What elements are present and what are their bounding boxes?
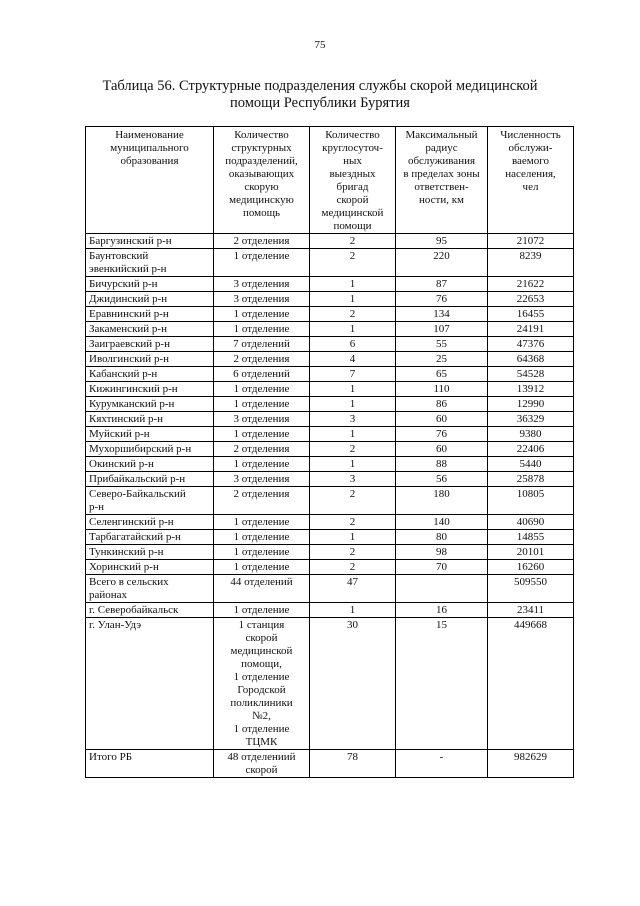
cell-municipality [86,472,214,487]
table-row [86,442,574,457]
cell-line: 1 отделение [233,398,290,410]
cell-population: 47376 [488,337,574,352]
cell-units [214,515,310,530]
table-row [86,352,574,367]
cell-units [214,292,310,307]
cell-line: 1 отделение [233,250,290,262]
cell-line: Баунтовский [89,250,149,262]
cell-line: районах [89,589,128,601]
cell-municipality [86,367,214,382]
cell-units [214,487,310,515]
cell-line: Количество [325,129,380,141]
cell-line: Максимальный [405,129,478,141]
cell-municipality [86,487,214,515]
cell-radius: 107 [396,322,488,337]
ambulance-units-table [85,126,574,778]
cell-units [214,618,310,750]
cell-municipality [86,337,214,352]
cell-radius: 140 [396,515,488,530]
cell-line: скорой [245,764,278,776]
cell-municipality [86,352,214,367]
cell-line: муниципального [110,142,189,154]
cell-line: г. Улан-Удэ [89,619,142,631]
cell-line: Иволгинский р-н [89,353,169,365]
cell-line: Джидинский р-н [89,293,168,305]
cell-units [214,427,310,442]
cell-line: Наименование [115,129,184,141]
cell-brigades: 2 [310,307,396,322]
cell-radius: 76 [396,427,488,442]
table-row [86,322,574,337]
cell-radius: 60 [396,412,488,427]
cell-population: 509550 [488,575,574,603]
cell-line: в пределах зоны [403,168,480,180]
cell-brigades: 47 [310,575,396,603]
table-row [86,545,574,560]
cell-line: 1 отделение [233,604,290,616]
cell-brigades: 1 [310,277,396,292]
cell-radius: 60 [396,442,488,457]
cell-brigades: 2 [310,545,396,560]
table-title-line: Таблица 56. Структурные подразделения службы скорой медицинской [102,78,538,94]
cell-line: 2 отделения [233,488,290,500]
cell-units [214,367,310,382]
cell-line: 7 отделений [233,338,290,350]
table-row [86,337,574,352]
cell-brigades: 2 [310,560,396,575]
cell-units [214,472,310,487]
table-row [86,472,574,487]
cell-line: 1 отделение [233,308,290,320]
table-title [60,78,580,112]
cell-radius: 220 [396,249,488,277]
cell-line: скорой [336,194,369,206]
cell-population: 24191 [488,322,574,337]
cell-line: Всего в сельских [89,576,169,588]
cell-units [214,352,310,367]
cell-units [214,442,310,457]
cell-line: 48 отделениий [227,751,296,763]
cell-brigades: 1 [310,292,396,307]
cell-municipality [86,457,214,472]
cell-population: 9380 [488,427,574,442]
cell-line: Хоринский р-н [89,561,159,573]
cell-line: бригад [336,181,369,193]
cell-line: образования [120,155,179,167]
cell-municipality [86,277,214,292]
cell-line: Кижингинский р-н [89,383,178,395]
cell-line: ответствен- [414,181,469,193]
cell-population: 36329 [488,412,574,427]
cell-line: 1 отделение [233,383,290,395]
cell-brigades: 1 [310,397,396,412]
cell-municipality [86,427,214,442]
cell-units [214,575,310,603]
table-row [86,530,574,545]
cell-line: медицинской [321,207,384,219]
cell-line: скорую [244,181,279,193]
cell-population: 20101 [488,545,574,560]
cell-line: Селенгинский р-н [89,516,174,528]
cell-units [214,412,310,427]
cell-line: Бичурский р-н [89,278,158,290]
table-row [86,750,574,778]
cell-municipality [86,322,214,337]
cell-units [214,560,310,575]
cell-radius: 80 [396,530,488,545]
table-row [86,603,574,618]
cell-line: чел [522,181,539,193]
cell-municipality [86,545,214,560]
cell-units [214,750,310,778]
cell-line: Мухоршибирский р-н [89,443,192,455]
cell-units [214,382,310,397]
cell-line: 1 отделение [233,323,290,335]
cell-line: 1 отделение [233,428,290,440]
cell-line: 3 отделения [233,413,290,425]
cell-radius: 95 [396,234,488,249]
cell-brigades: 1 [310,603,396,618]
cell-units [214,603,310,618]
cell-brigades: 3 [310,412,396,427]
cell-line: ных [343,155,362,167]
cell-line: Тункинский р-н [89,546,164,558]
cell-line: 1 отделение [233,561,290,573]
cell-line: 2 отделения [233,353,290,365]
cell-line: выездных [329,168,376,180]
cell-line: 3 отделения [233,278,290,290]
cell-radius: 180 [396,487,488,515]
cell-radius [396,575,488,603]
cell-population: 40690 [488,515,574,530]
cell-line: Баргузинский р-н [89,235,172,247]
cell-line: Заиграевский р-н [89,338,170,350]
cell-radius: 88 [396,457,488,472]
cell-municipality [86,560,214,575]
cell-units [214,397,310,412]
cell-line: медицинскую [229,194,294,206]
cell-population: 982629 [488,750,574,778]
cell-line: 1 отделение [233,516,290,528]
cell-brigades: 2 [310,487,396,515]
page-number: 75 [314,39,326,51]
cell-units [214,249,310,277]
cell-line: 2 отделения [233,443,290,455]
cell-units [214,545,310,560]
cell-line: оказывающих [228,168,295,180]
cell-line: Городской [237,684,286,696]
cell-line: 3 отделения [233,293,290,305]
cell-population: 12990 [488,397,574,412]
cell-line: ваемого [511,155,549,167]
header-units [214,127,310,234]
cell-line: помощи, [241,658,282,670]
cell-line: 1 отделение [233,458,290,470]
cell-line: №2, [252,710,271,722]
cell-line: р-н [89,501,105,513]
cell-municipality [86,530,214,545]
cell-brigades: 7 [310,367,396,382]
table-row [86,515,574,530]
cell-population: 13912 [488,382,574,397]
cell-line: радиус [425,142,458,154]
cell-line: Итого РБ [89,751,133,763]
cell-radius: 110 [396,382,488,397]
table-row [86,292,574,307]
table-row [86,249,574,277]
table-title-line: помощи Республики Бурятия [230,95,410,111]
cell-line: обслужи- [508,142,553,154]
cell-brigades: 78 [310,750,396,778]
table-row [86,618,574,750]
header-population [488,127,574,234]
cell-units [214,337,310,352]
cell-population: 10805 [488,487,574,515]
table-row [86,234,574,249]
cell-population: 64368 [488,352,574,367]
cell-population: 8239 [488,249,574,277]
cell-units [214,322,310,337]
cell-municipality [86,292,214,307]
table-row [86,560,574,575]
cell-line: структурных [231,142,292,154]
cell-line: Курумканский р-н [89,398,175,410]
cell-radius: 134 [396,307,488,322]
cell-line: обслуживания [407,155,476,167]
cell-line: 1 отделение [233,531,290,543]
cell-brigades: 3 [310,472,396,487]
table-row [86,427,574,442]
cell-radius: 86 [396,397,488,412]
header-brigades [310,127,396,234]
cell-population: 449668 [488,618,574,750]
cell-line: круглосуточ- [322,142,383,154]
table-header-row [86,127,574,234]
cell-line: 1 станция [238,619,285,631]
cell-municipality [86,750,214,778]
cell-municipality [86,442,214,457]
cell-radius: 15 [396,618,488,750]
cell-population: 5440 [488,457,574,472]
table-row [86,457,574,472]
header-radius [396,127,488,234]
cell-municipality [86,603,214,618]
cell-line: 1 отделение [233,671,290,683]
cell-units [214,277,310,292]
cell-brigades: 6 [310,337,396,352]
table-row [86,397,574,412]
cell-line: населения, [505,168,556,180]
cell-population: 22653 [488,292,574,307]
cell-line: ТЦМК [245,736,278,748]
cell-line: 1 отделение [233,723,290,735]
cell-line: 1 отделение [233,546,290,558]
cell-radius: 98 [396,545,488,560]
cell-brigades: 2 [310,515,396,530]
cell-line: 6 отделений [233,368,290,380]
cell-line: Численность [500,129,561,141]
cell-line: Кяхтинский р-н [89,413,164,425]
cell-population: 22406 [488,442,574,457]
cell-line: Окинский р-н [89,458,154,470]
cell-line: помощи [333,220,372,232]
cell-municipality [86,515,214,530]
cell-line: г. Северобайкальск [89,604,179,616]
cell-population: 23411 [488,603,574,618]
cell-brigades: 2 [310,442,396,457]
cell-brigades: 1 [310,427,396,442]
cell-line: Количество [234,129,289,141]
table-row [86,412,574,427]
header-name [86,127,214,234]
cell-municipality [86,618,214,750]
cell-line: ности, км [418,194,465,206]
cell-brigades: 1 [310,530,396,545]
cell-line: помощь [242,207,281,219]
cell-brigades: 30 [310,618,396,750]
cell-radius: 70 [396,560,488,575]
table-row [86,367,574,382]
cell-line: скорой [245,632,278,644]
table-row [86,307,574,322]
cell-population: 54528 [488,367,574,382]
cell-municipality [86,234,214,249]
cell-brigades: 1 [310,322,396,337]
cell-municipality [86,397,214,412]
cell-line: подразделений, [225,155,298,167]
cell-line: Еравнинский р-н [89,308,169,320]
cell-municipality [86,575,214,603]
cell-line: эвенкийский р-н [89,263,167,275]
cell-line: Кабанский р-н [89,368,158,380]
cell-brigades: 2 [310,249,396,277]
cell-radius: 87 [396,277,488,292]
cell-radius: 25 [396,352,488,367]
cell-radius: 16 [396,603,488,618]
cell-line: 2 отделения [233,235,290,247]
cell-population: 16260 [488,560,574,575]
cell-population: 14855 [488,530,574,545]
cell-units [214,457,310,472]
table-row [86,382,574,397]
table-body [86,234,574,778]
cell-units [214,234,310,249]
cell-line: медицинской [230,645,293,657]
cell-radius: 65 [396,367,488,382]
table-row [86,575,574,603]
cell-line: поликлиники [230,697,293,709]
table-row [86,277,574,292]
cell-radius: 76 [396,292,488,307]
cell-brigades: 2 [310,234,396,249]
cell-line: Прибайкальский р-н [89,473,186,485]
cell-line: Северо-Байкальский [89,488,186,500]
cell-municipality [86,307,214,322]
cell-population: 21622 [488,277,574,292]
cell-brigades: 1 [310,457,396,472]
cell-radius: - [396,750,488,778]
cell-brigades: 4 [310,352,396,367]
cell-population: 16455 [488,307,574,322]
cell-population: 21072 [488,234,574,249]
table-row [86,487,574,515]
cell-municipality [86,412,214,427]
cell-units [214,307,310,322]
cell-radius: 56 [396,472,488,487]
cell-line: 3 отделения [233,473,290,485]
cell-municipality [86,249,214,277]
cell-brigades: 1 [310,382,396,397]
cell-radius: 55 [396,337,488,352]
cell-units [214,530,310,545]
cell-population: 25878 [488,472,574,487]
cell-line: 44 отделений [230,576,293,588]
cell-line: Муйский р-н [89,428,150,440]
cell-line: Закаменский р-н [89,323,167,335]
cell-line: Тарбагатайский р-н [89,531,181,543]
cell-municipality [86,382,214,397]
